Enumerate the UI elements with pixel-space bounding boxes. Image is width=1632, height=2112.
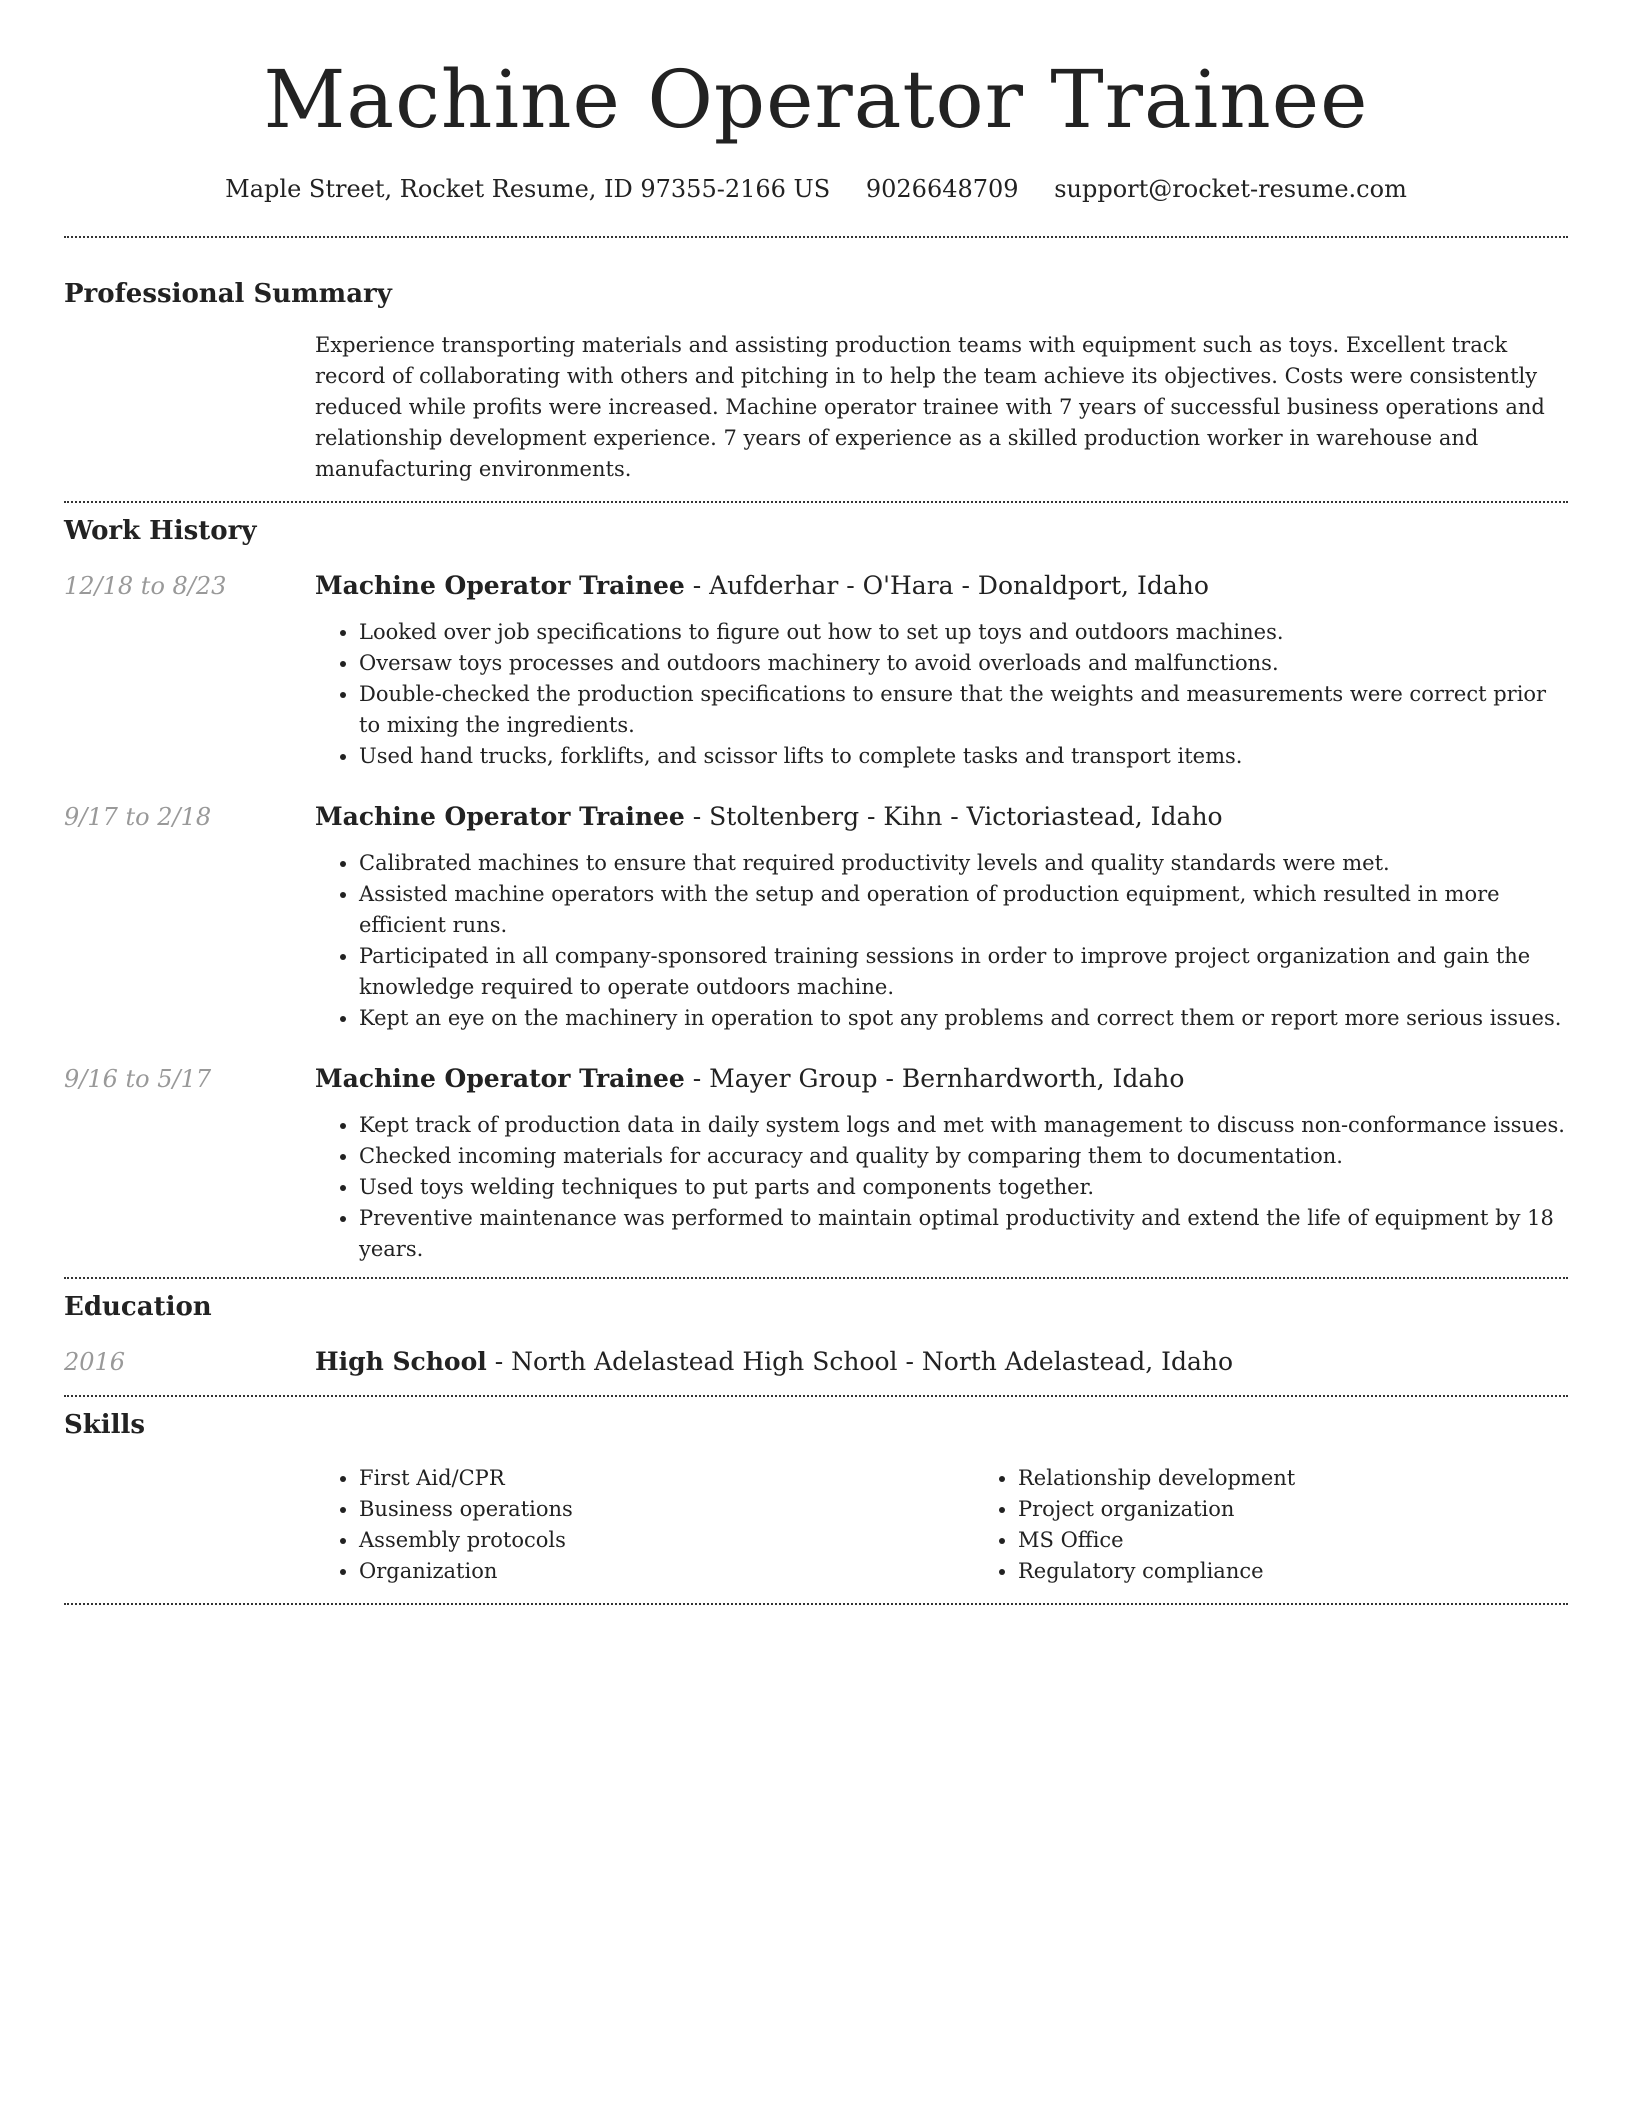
email: support@rocket-resume.com <box>1054 175 1407 203</box>
job-role: Machine Operator Trainee <box>315 802 685 831</box>
job-entry <box>64 800 1568 1034</box>
skill-item: • Regulatory compliance <box>1018 1556 1632 1587</box>
job-bullet: • Kept an eye on the machinery in operation to spot any problems and correct them or report more serious issues. <box>359 1003 1568 1034</box>
job-title <box>315 569 1568 603</box>
education-year: 2016 <box>64 1348 126 1376</box>
job-role: Machine Operator Trainee <box>315 1064 685 1093</box>
skill-item: • Organization <box>359 1556 974 1587</box>
education-details: - North Adelastead High School - North Adelastead, Idaho <box>486 1347 1234 1376</box>
skill-item: • Business operations <box>359 1494 974 1525</box>
job-bullets <box>315 1110 1568 1265</box>
job-bullet: • Checked incoming materials for accuracy and quality by comparing them to documentation. <box>359 1141 1568 1172</box>
skills-list-right <box>974 1463 1632 1587</box>
job-bullet: • Oversaw toys processes and outdoors machinery to avoid overloads and malfunctions. <box>359 648 1568 679</box>
address: Maple Street, Rocket Resume, ID 97355-2166 US <box>225 175 831 203</box>
education-degree: High School <box>315 1347 487 1376</box>
summary-heading: Professional Summary <box>64 279 392 309</box>
job-bullets <box>315 617 1568 772</box>
skill-item: • Assembly protocols <box>359 1525 974 1556</box>
skill-item: • MS Office <box>1018 1525 1632 1556</box>
job-bullet: • Participated in all company-sponsored training sessions in order to improve project organization and gain the knowledge required to operate outdoors machine. <box>359 941 1568 1003</box>
job-bullet: • Preventive maintenance was performed to maintain optimal productivity and extend the life of equipment by 18 years. <box>359 1203 1568 1265</box>
job-bullet: • Used toys welding techniques to put parts and components together. <box>359 1172 1568 1203</box>
job-details: - Aufderhar - O'Hara - Donaldport, Idaho <box>684 571 1209 600</box>
job-details: - Mayer Group - Bernhardworth, Idaho <box>684 1064 1185 1093</box>
job-entry <box>64 1062 1568 1265</box>
job-details: - Stoltenberg - Kihn - Victoriastead, Idaho <box>684 802 1223 831</box>
divider <box>64 501 1568 503</box>
education-title <box>315 1345 1568 1379</box>
job-bullets <box>315 848 1568 1034</box>
job-bullet: • Used hand trucks, forklifts, and scissor lifts to complete tasks and transport items. <box>359 741 1568 772</box>
job-bullet: • Calibrated machines to ensure that required productivity levels and quality standards were met. <box>359 848 1568 879</box>
contact-line <box>64 172 1568 206</box>
skills-list-left <box>315 1463 974 1587</box>
job-dates: 9/17 to 2/18 <box>64 803 212 831</box>
job-dates: 12/18 to 8/23 <box>64 572 227 600</box>
summary-section <box>64 330 1568 485</box>
divider <box>64 1395 1568 1397</box>
divider <box>64 1603 1568 1605</box>
resume-page <box>64 0 1568 1605</box>
job-role: Machine Operator Trainee <box>315 571 685 600</box>
job-bullet: • Looked over job specifications to figure out how to set up toys and outdoors machines. <box>359 617 1568 648</box>
skills-heading: Skills <box>64 1410 146 1440</box>
phone: 9026648709 <box>865 175 1019 203</box>
job-bullet: • Kept track of production data in daily system logs and met with management to discuss non-conformance issues. <box>359 1110 1568 1141</box>
skill-item: • Project organization <box>1018 1494 1632 1525</box>
candidate-name: Machine Operator Trainee <box>263 53 1369 146</box>
divider <box>64 1277 1568 1279</box>
work-history-heading: Work History <box>64 516 257 546</box>
skill-item: • First Aid/CPR <box>359 1463 974 1494</box>
job-bullet: • Double-checked the production specifications to ensure that the weights and measurements were correct prior to mixing the ingredients. <box>359 679 1568 741</box>
education-heading: Education <box>64 1292 212 1322</box>
skill-item: • Relationship development <box>1018 1463 1632 1494</box>
skills-section <box>64 1463 1568 1587</box>
job-dates: 9/16 to 5/17 <box>64 1065 212 1093</box>
education-entry <box>64 1345 1568 1379</box>
job-entry <box>64 569 1568 772</box>
job-title <box>315 1062 1568 1096</box>
summary-text: Experience transporting materials and assisting production teams with equipment such as toys. Excellent track record of collaborating with others and pitching in to help the team achieve its objectives. Costs were consistently reduced while profits were increased. Machine operator trainee with 7 years of successful business operations and relationship development experience. 7 years of experience as a skilled production worker in warehouse and manufacturing environments. <box>315 333 1545 481</box>
divider <box>64 236 1568 238</box>
job-title <box>315 800 1568 834</box>
job-bullet: • Assisted machine operators with the setup and operation of production equipment, which resulted in more efficient runs. <box>359 879 1568 941</box>
